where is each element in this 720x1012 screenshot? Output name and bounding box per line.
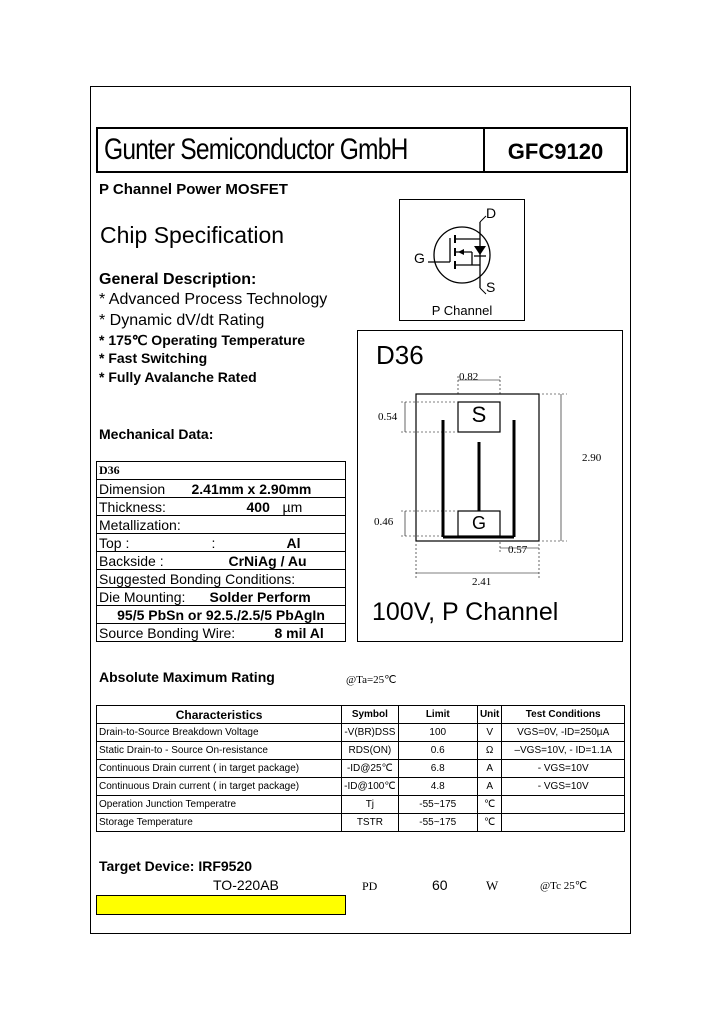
backside-label: Backside : [99,552,164,569]
subtitle: P Channel Power MOSFET [99,181,288,198]
die-name: D36 [376,340,424,370]
cell-symbol: RDS(ON) [342,742,398,760]
table-row [97,796,625,814]
table-row [97,624,346,642]
dimension-value: 2.41mm x 2.90mm [191,480,312,497]
die-rating: 100V, P Channel [372,598,559,626]
cell-unit: V [477,724,501,742]
drain-label: D [486,205,497,221]
die-layout-drawing [357,330,621,640]
feature-item: * Advanced Process Technology [99,291,328,308]
table-row [97,462,346,480]
table-row [97,480,346,498]
table-row [97,498,346,516]
thickness-unit: µm [282,498,303,515]
thickness-label: Thickness: [99,498,166,515]
cell-limit: -55~175 [398,796,477,814]
feature-item: * Fully Avalanche Rated [99,369,257,385]
cell-char: Static Drain-to - Source On-resistance [97,742,342,760]
col-unit: Unit [477,706,501,724]
cell-unit: ℃ [477,796,501,814]
table-header-row [97,706,625,724]
table-row [97,742,625,760]
gate-pad-label: G [471,513,486,533]
table-row [97,606,346,624]
pd-condition: @Tc 25℃ [540,880,588,892]
cell-char: Continuous Drain current ( in target package) [97,760,342,778]
mechanical-heading: Mechanical Data: [99,426,214,442]
header-box [96,127,628,173]
cell-char: Operation Junction Temperatre [97,796,342,814]
cell-limit: 0.6 [398,742,477,760]
cell-symbol: -V(BR)DSS [342,724,398,742]
pd-unit: W [486,878,499,893]
feature-item: * Fast Switching [99,350,208,366]
col-test-conditions: Test Conditions [502,706,625,724]
abs-max-condition: @Ta=25℃ [346,674,397,686]
dim-left-top: 0.54 [378,411,398,423]
cell-unit: ℃ [477,814,501,832]
table-row [97,570,346,588]
cell-unit: A [477,760,501,778]
die-name-cell: D36 [97,462,346,480]
wire-label: Source Bonding Wire: [99,624,236,641]
top-separator: : [211,534,216,551]
table-row [97,760,625,778]
table-row [97,552,346,570]
source-pad-label: S [471,402,487,427]
target-heading: Target Device: IRF9520 [99,858,253,874]
part-number: GFC9120 [507,139,604,164]
dim-bottom-inner: 0.57 [508,544,528,556]
cell-symbol: TSTR [342,814,398,832]
feature-item: * Dynamic dV/dt Rating [99,312,265,329]
cell-unit: A [477,778,501,796]
table-row [97,588,346,606]
die-mount-label: Die Mounting: [99,588,186,605]
cell-symbol: -ID@25℃ [342,760,398,778]
dim-top: 0.82 [459,371,479,383]
mosfet-symbol-box [399,199,525,321]
pd-value: 60 [432,877,448,893]
cell-char: Continuous Drain current ( in target package) [97,778,342,796]
cell-char: Drain-to-Source Breakdown Voltage [97,724,342,742]
cell-limit: 100 [398,724,477,742]
feature-item: * 175℃ Operating Temperature [99,332,306,348]
dimension-label: Dimension [99,480,166,497]
cell-conditions [502,796,625,814]
cell-limit: 4.8 [398,778,477,796]
target-package: TO-220AB [213,877,279,893]
cell-unit: Ω [477,742,501,760]
abs-max-table [96,705,625,832]
dim-right: 2.90 [582,452,602,464]
channel-caption: P Channel [431,303,493,318]
gate-label: G [414,250,425,266]
general-heading: General Description: [99,271,257,288]
dim-bottom: 2.41 [472,576,492,588]
top-value: Al [286,534,301,551]
table-row [97,724,625,742]
solder-spec: 95/5 PbSn or 92.5./2.5/5 PbAgIn [97,606,346,624]
cell-symbol: Tj [342,796,398,814]
dim-left-bottom: 0.46 [374,516,394,528]
cell-conditions: VGS=0V, -ID=250µA [502,724,625,742]
wire-value: 8 mil Al [274,624,324,641]
table-row [97,516,346,534]
table-row [97,534,346,552]
top-label: Top : [99,534,130,551]
cell-symbol: -ID@100℃ [342,778,398,796]
cell-limit: 6.8 [398,760,477,778]
mechanical-table [96,461,346,642]
abs-max-heading: Absolute Maximum Rating [99,669,275,685]
cell-conditions: - VGS=10V [502,760,625,778]
cell-limit: -55~175 [398,814,477,832]
table-row [97,778,625,796]
company-name: Gunter Semiconductor GmbH [104,133,408,166]
cell-char: Storage Temperature [97,814,342,832]
source-label: S [486,279,496,295]
col-symbol: Symbol [342,706,398,724]
metallization-label: Metallization: [97,516,346,534]
bonding-label: Suggested Bonding Conditions: [97,570,346,588]
col-characteristics: Characteristics [97,706,342,724]
backside-value: CrNiAg / Au [228,552,307,569]
pd-symbol: PD [362,879,378,893]
col-limit: Limit [398,706,477,724]
highlight-bar [96,895,346,915]
die-mount-value: Solder Perform [209,588,311,605]
cell-conditions: –VGS=10V, - ID=1.1A [502,742,625,760]
doc-title: Chip Specification [100,222,285,248]
cell-conditions [502,814,625,832]
table-row [97,814,625,832]
thickness-value: 400 [246,498,270,515]
cell-conditions: - VGS=10V [502,778,625,796]
